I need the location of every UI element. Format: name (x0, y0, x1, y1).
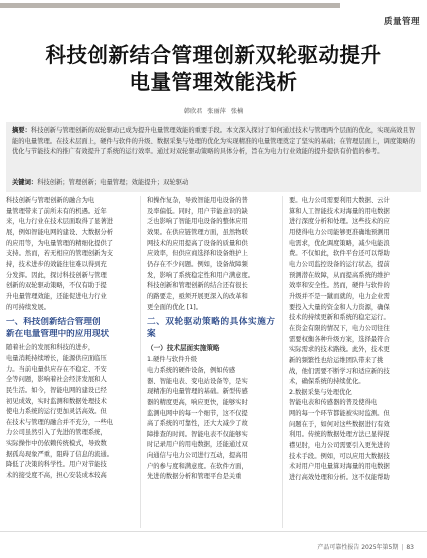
text-line: 和操作复杂，导致智能用电设备的普 (147, 197, 248, 204)
intro-paragraph (6, 196, 134, 313)
text-line: 术的接受度不高，担心安装成本较高 (6, 472, 107, 480)
text-line: 技术的持续更新和系统的稳定运行。 (289, 314, 390, 322)
text-line: 创新的双轮驱动策略，不仅有助于提 (6, 282, 107, 290)
text-line: 力公司虽然引入了先进的管理系统， (6, 429, 107, 437)
text-line: 据孤岛现象严重，阻碍了信息的流通。 (6, 450, 114, 458)
text-line: 在技术与管理的融合并不充分，一些电 (6, 418, 114, 426)
subsubsection-heading-2-1-2: 2.数据采集与处理优化 (289, 388, 352, 396)
article-authors: 韩欣君 张丽萍 张楠 (183, 108, 244, 115)
text-line: 在资金有限的情况下，电力公司往往 (289, 324, 390, 332)
text-line: 随着社会的发展和科技的进步， (6, 344, 95, 352)
text-line: 实际操作中仍依赖传统模式，导致数 (6, 440, 107, 448)
text-line: 智能电表和传感器的普及使得电 (289, 399, 378, 407)
text-line: 进行高效处理和分析。这不仅能帮助 (289, 474, 390, 482)
footer-separator: | (401, 544, 404, 551)
text-line: 仍存在不少问题。例如，设备故障频 (147, 260, 248, 268)
text-line: 力。当前电量供应存在不稳定、不安 (6, 365, 107, 373)
keywords-label: 关键词： (12, 179, 38, 186)
footer-page-number: 83 (406, 544, 414, 551)
text-line: 民生活。如今，智能电网的建设已经 (6, 386, 107, 394)
text-line: 电量消耗持续增长，能源供应面临压 (6, 354, 107, 362)
section-1-paragraph-continued (147, 196, 275, 313)
text-line: 全等问题，影响着社会经济发展和人 (6, 376, 107, 384)
text-line: 使电力系统的运行更加灵活高效。但 (6, 408, 107, 416)
text-line: 预测潜在故障，从而提高系统的维护 (289, 271, 390, 279)
text-line: 发，影响了系统稳定性和用户满意度。 (147, 271, 255, 279)
text-line: 时记录用户的用电数据，还能通过双 (147, 441, 248, 449)
text-line: 电力公司监控设备的运行状态，提前 (289, 260, 390, 268)
section-heading-2: 二、双轮驱动策略的具体实施方案 (147, 317, 275, 339)
text-line: 要投入大量的资金和人力资源，确保 (289, 303, 390, 311)
text-line: 乏也影响了智能用电设备的整体应用 (147, 218, 248, 226)
text-line: 展，例如智能电网的建设、大数据分析 (6, 228, 114, 236)
section-label: 质量管理 (383, 17, 420, 27)
text-line: 先进的数据分析和管理平台是关重 (147, 473, 242, 481)
text-line: 效果。在供应链管理方面，虽然物联 (147, 228, 248, 236)
text-line: 支持。然而，若无相应的管理创新为支 (6, 250, 114, 258)
text-line: 监测电网中的每一个细节，这不仅提 (147, 409, 248, 417)
text-line: 降低了决策的科学性。用户对节能技 (6, 461, 107, 469)
text-line: 网技术的应用提高了设备的质量和供 (147, 239, 248, 247)
text-line: 量管理带来了前所未有的机遇。近年 (6, 207, 107, 215)
abstract (12, 126, 415, 158)
text-line: 电力系统的硬件设备，例如传感 (147, 366, 236, 374)
keywords (12, 178, 415, 188)
subsection-heading-2-1: （一）技术层面实施策略 (147, 344, 220, 353)
text-line: 科技创新和管理创新的结合还有很长 (147, 282, 248, 290)
text-line: 需要权衡各种升级方案，选择最符合 (289, 335, 390, 343)
text-line: 来，电力行业在技术层面取得了显著进 (6, 218, 114, 226)
text-line: 用使得电力公司能够更准确地预测用 (289, 228, 390, 236)
subsubsection-heading-2-1-1: 1.硬件与软件升级 (147, 356, 198, 364)
section-1-paragraph (6, 343, 134, 482)
keywords-text: 科技创新；管理创新；电量管理；效能提升；双轮驱动 (37, 179, 189, 186)
subsubsection-2-1-1-paragraph (147, 366, 275, 483)
body-column-2 (147, 196, 275, 528)
text-line: 及率偏低。同时，用户节能意识的缺 (147, 207, 248, 215)
text-line: 电需求，优化调度策略，减少电能浪 (289, 239, 390, 247)
text-line: 初见成效，实时监测和数据处理技术 (6, 397, 107, 405)
column-divider (140, 196, 141, 528)
text-line: 升级并不是一蹴而就的，电力企业需 (289, 292, 390, 300)
text-line: 利用。传统的数据处理方法已显得捉 (289, 431, 390, 439)
abstract-label: 摘要： (12, 127, 31, 134)
footer-journal: 产品可靠性报告 2025年第5期 (317, 544, 399, 551)
text-line: 科技创新与管理创新的融合为电 (6, 197, 95, 204)
column-divider (282, 196, 283, 528)
text-line: 器的精度更高，响应更快，能够实时 (147, 398, 248, 406)
text-line: 要。电力公司需要利用大数据、云计 (289, 197, 390, 204)
text-line: 的路要走，亟须开展更深入的改革和 (147, 292, 248, 300)
text-line: 向通信与电力公司进行互动，提高用 (147, 452, 248, 460)
header-decoration (0, 0, 427, 13)
body-column-1 (6, 196, 134, 528)
text-line: 算和人工智能技术对海量的用电数据 (289, 207, 390, 215)
text-line: 高了系统的可靠性，还大大减少了故 (147, 420, 248, 428)
text-line: 的应用等，为电量管理的精细化提供了 (6, 239, 114, 247)
section-heading-1-line-2: 新在电量管理中的应用现状 (6, 328, 110, 339)
text-line: 术对用户用电量算对海量的用电数据 (289, 463, 390, 471)
text-line: 新的频繁性也给运维团队带来了挑 (289, 356, 384, 364)
text-line: 费。不仅如此，软件平台还可以帮助 (289, 250, 390, 258)
section-heading-1-line-1: 一、科技创新结合管理创 (6, 317, 101, 328)
text-line: 的可持续发展。 (6, 303, 51, 311)
article-title-line-1: 科技创新结合管理创新双轮驱动提升 (45, 43, 382, 67)
text-line: 效率和安全性。然而，硬件与软件的 (289, 282, 390, 290)
text-line: 问题在于，如何对这些数据进行有效 (289, 420, 390, 428)
text-line: 术，确保系统的持续优化。 (289, 378, 365, 386)
abstract-text: 科技创新与管理创新的双轮驱动已成为提升电量管理效能的重要手段。本文深入探讨了如何通过技术与管理两个层面的优化，实现高效且智能的电量管理。在技术层面上，硬件与软件的升级、数据采集与处理的优化为实现精准的电量管理奠定了坚实的基础；在管理层面上，调度策略的优化与节能技术的推广有效提升了系统的运行效率。通过对双轮驱动策略的具体分析，旨在为电力行业效能的提升提供有价值的参考。 (12, 127, 415, 155)
text-line: 网的每一个环节都能被实时监测。但 (289, 410, 390, 418)
text-line: 实际需求的技术路线。此外，技术更 (289, 346, 390, 354)
body-column-3 (289, 196, 417, 528)
text-line: 进行深度分析和处理。这些技术的应 (289, 218, 390, 226)
section-heading-1 (6, 317, 134, 340)
subsubsection-2-1-1-paragraph-continued (289, 196, 417, 388)
text-line: 更全面的优化 [1]。 (147, 303, 202, 311)
subsubsection-2-1-2-paragraph (289, 398, 417, 483)
article-title (0, 42, 427, 96)
text-line: 升电量管理效能，还能促进电力行业 (6, 292, 107, 300)
page-footer (0, 542, 414, 551)
text-line: 战，他们需要不断学习和适应新的技 (289, 367, 390, 375)
text-line: 器、智能电表、变电站设备等，是实 (147, 377, 248, 385)
article-title-line-2: 电量管理效能浅析 (129, 70, 298, 94)
text-line: 障排查的时间。智能电表不仅能够实 (147, 430, 248, 438)
text-line: 户的参与度和满意度。在软件方面， (147, 462, 248, 470)
text-line: 持，技术进步的效能往往难以得到充 (6, 260, 107, 268)
footer-rule (0, 531, 427, 532)
text-line: 襟见肘，电力公司需要引入更先进的 (289, 442, 390, 450)
text-line: 应效率，但供应商选择和设备维护上 (147, 250, 248, 258)
text-line: 分发挥。因此，探讨科技创新与管理 (6, 271, 107, 279)
text-line: 现精准的电量管理的基础。新型传感 (147, 388, 248, 396)
header-stripe-gap (340, 0, 427, 13)
header-stripe (0, 3, 340, 8)
text-line: 技术手段。例如，可以应用大数据技 (289, 452, 390, 460)
